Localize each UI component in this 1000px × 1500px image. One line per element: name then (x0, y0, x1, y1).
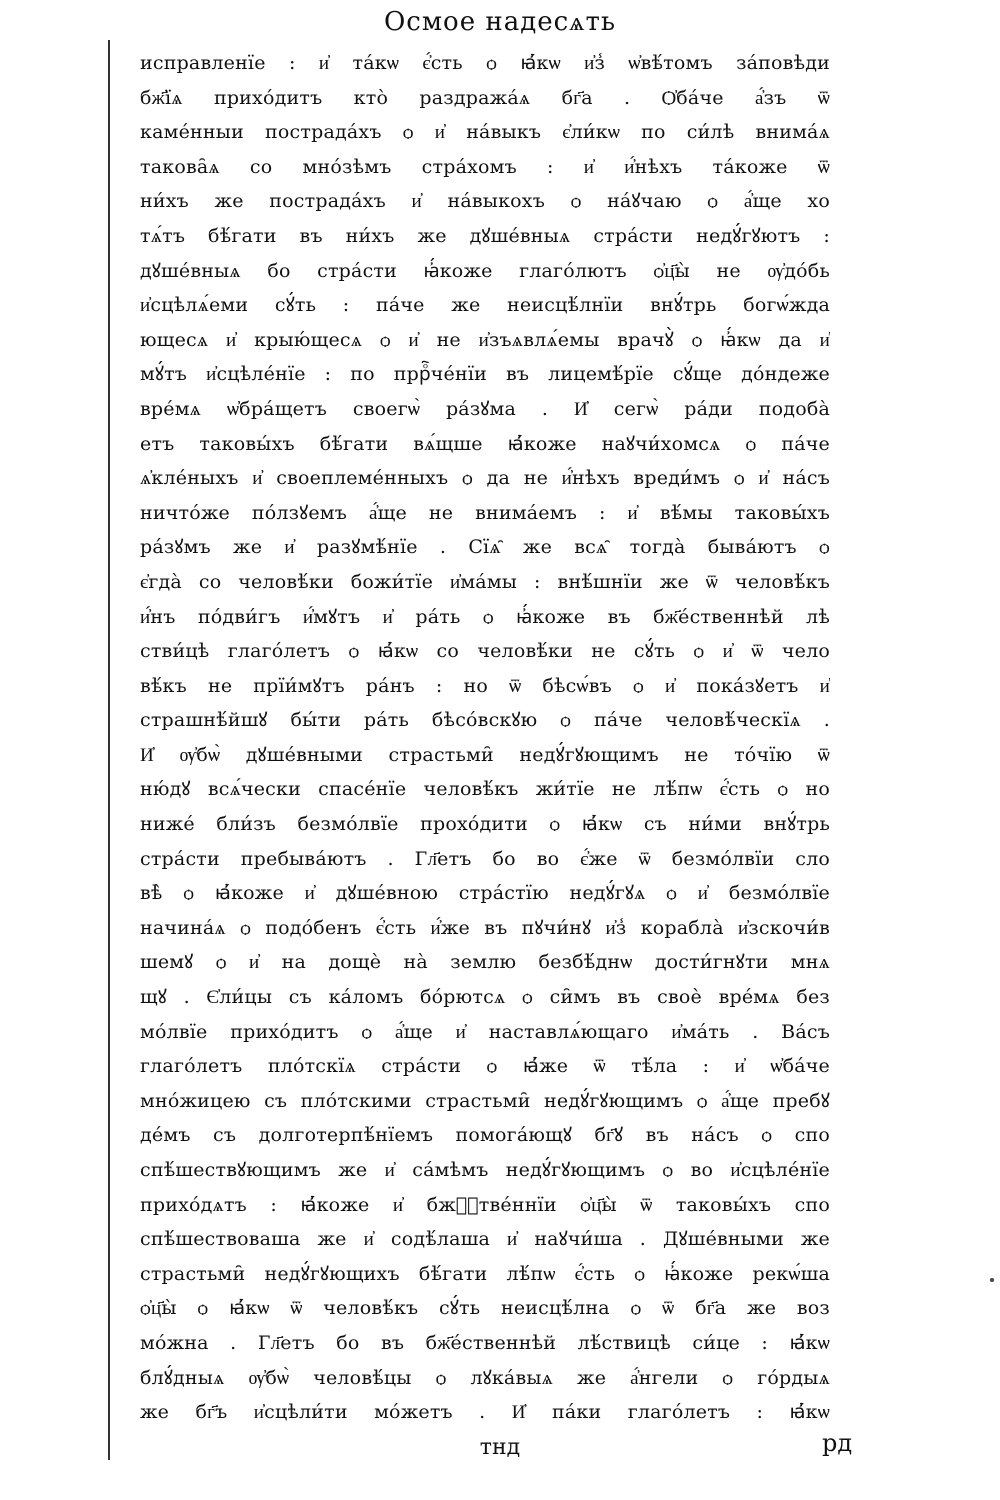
text-line: такова̑ѧ со мно́зѣмъ стра́хомъ : и҆ и҆́нѣхъ та́коже ѿ (140, 155, 830, 178)
running-head: Осмое надесѧть (383, 7, 617, 37)
text-line: глаго́летъ пло́тскїѧ стра́сти ѻ ꙗ҆́же ѿ тѣ́ла : и҆ ѡ҆ба́че (140, 1055, 830, 1078)
text-line: страстьми̑ недꙋ́гꙋющихъ бѣ́гати лѣ́пѡ є҆́сть ѻ ꙗ҆́коже рекѡ́ша (140, 1262, 830, 1285)
text-line: стви́цѣ глаго́летъ ѻ ꙗ҆́кѡ со человѣ́ки не сꙋ́ть ѻ и҆ ѿ чело (140, 640, 830, 663)
text-line: ни́хъ же пострада́хъ и҆ на́выкохъ ѻ на́ꙋчаю ѻ а҆́ще хо (140, 190, 830, 213)
text-line: исправленїе : и҆ та́кѡ є҆́сть ѻ ꙗ҆́кѡ и҆з̾ ѡ҆вѣ́томъ за́повѣди (140, 52, 830, 74)
text-line: дꙋше́вныѧ бо стра́сти ꙗ҆́коже глаго́лютъ ѻ҆ц҃ы̀ не ѹ҆до́бь (140, 259, 830, 282)
text-line: прихо́дѧтъ : ꙗ҆́коже и҆ бжⷭ҇тве́ннїи ѻ҆ц҃ы̀ ѿ таковы́хъ спо (140, 1193, 830, 1216)
text-line: мо́жна . Гл҃етъ бо въ бж҃е́ственнѣй лѣ́ствицѣ си́це : ꙗ҆́кѡ (140, 1331, 830, 1354)
text-line: щꙋ . Є҆ли́цы съ ка́ломъ бо́рютсѧ ѻ си̑мъ въ своѐ вре́мѧ без (140, 986, 830, 1009)
text-line: И҆ ѹ҆бѡ̀ дꙋше́вными страстьми̑ недꙋ́гꙋющимъ не то́чїю ѿ (140, 743, 830, 766)
text-line: ниже́ бли́зъ безмо́лвїе прохо́дити ѻ ꙗ҆́кѡ съ ни́ми внꙋ́трь (140, 813, 830, 836)
text-line: вѣ̀ ѻ ꙗ҆́коже и҆ дꙋше́вною стра́стїю недꙋ́гꙋѧ ѻ и҆ безмо́лвїе (140, 882, 830, 905)
text-line: вѣ́къ не прїи́мꙋтъ ра́нъ : но ѿ бѣсѡ́въ ѻ и҆ пока́зꙋетъ и҆ (140, 674, 830, 697)
signature-mark: тнд (479, 1435, 521, 1460)
text-line: ра́зꙋмъ же и҆ разꙋмѣ́нїе . Сїѧ̑ же всѧ̑ тогда̀ быва́ютъ ѻ (140, 536, 830, 559)
folio-number: рд (822, 1429, 853, 1457)
text-line: блꙋ́дныѧ ѹ҆бѡ̀ человѣ́цы ѻ лꙋка́выѧ же а҆́нгели ѻ го́рдыѧ (140, 1366, 830, 1389)
text-line: є҆гда̀ со человѣ́ки божи́тїе и҆ма́мы : внѣ́шнїи же ѿ человѣ́къ (140, 570, 830, 593)
text-line: мꙋ́тъ и҆сцѣле́нїе : по пррⷪ҇че́нїи въ лицемѣ́рїе сꙋ́ще до́ндеже (140, 363, 830, 386)
text-line: ѧ҆кле́ныхъ и҆ своеплеме́нныхъ ѻ да не и҆́нѣхъ вреди́мъ ѻ и҆ на́съ (140, 467, 830, 490)
text-line: же бг҃ъ и҆сцѣли́ти мо́жетъ . И҆ па́ки глаго́летъ : ꙗ҆́кѡ (140, 1401, 830, 1424)
text-line: ющесѧ и҆ крыю́щесѧ ѻ и҆ не и҆зъѧвлѧ́емы врачꙋ̀ ѻ ꙗ҆́кѡ да и҆ (140, 328, 830, 351)
left-margin-rule (108, 40, 110, 1460)
text-line: ѻ҆ц҃ы̀ ѻ ꙗ҆́кѡ ѿ человѣ́къ сꙋ́ть неисцѣ́лна ѻ ѿ бг҃а же воз (140, 1297, 830, 1320)
text-line: де́мъ съ долготерпѣ́нїемъ помога́ющꙋ бг҃ꙋ въ на́съ ѻ спо (140, 1124, 830, 1147)
text-line: спѣ́шествоваша же и҆ содѣ́лаша и҆ наꙋчи́ша . Дꙋше́вными же (140, 1228, 830, 1251)
text-line: етъ таковы́хъ бѣ́гати вѧ́щше ꙗ҆́коже наꙋчи́хомсѧ ѻ па́че (140, 432, 830, 455)
text-line: мо́лвїе прихо́дитъ ѻ а҆́ще и҆ наставлѧ́ющаго и҆ма́ть . Ва́съ (140, 1020, 830, 1043)
text-line: бж҃їѧ прихо́дитъ кто̀ раздража́ѧ бг҃а . Ѻ҆ба́че а҆́зъ ѿ (140, 86, 830, 109)
text-line: ничто́же по́лзꙋемъ а҆́ще не внима́емъ : и҆ вѣ́мы таковы́хъ (140, 501, 830, 524)
text-block (140, 46, 830, 1430)
text-line: страшнѣ́йшꙋ бы́ти ра́ть бѣсо́вскꙋю ѻ па́че человѣ́ческїѧ . (140, 709, 830, 732)
text-line: спѣ́шествꙋющимъ же и҆ са́мѣмъ недꙋ́гꙋющимъ ѻ во и҆сцѣле́нїе (140, 1159, 830, 1181)
text-line: вре́мѧ ѡ҆бра́щетъ своегѡ̀ ра́зꙋма . И҆ сегѡ̀ ра́ди подоба̀ (140, 397, 830, 420)
text-line: шемꙋ ѻ и҆ на дощѐ на̀ землю безбѣ́днѡ дости́гнꙋти мнѧ (140, 951, 830, 974)
text-line: начина́ѧ ѻ подо́бенъ є҆́сть и҆́же въ пꙋчи́нꙋ и҆з̾ корабла̀ и҆зскочи́в (140, 916, 830, 939)
text-line: ню́дꙋ всѧ́чески спасе́нїе человѣ́къ жи́тїе не лѣ́пѡ є҆́сть ѻ но (140, 778, 830, 801)
text-line: каме́нныи пострада́хъ ѻ и҆ на́выкъ є҆ли́кѡ по си́лѣ внима́ѧ (140, 121, 830, 144)
text-line: стра́сти пребыва́ютъ . Гл҃етъ бо во є҆́же ѿ безмо́лвїи сло (140, 847, 830, 870)
text-line: тѧ́тъ бѣ́гати въ ни́хъ же дꙋше́вныѧ стра́сти недꙋ́гꙋютъ : (140, 224, 830, 247)
edge-speck (990, 1278, 994, 1282)
text-line: и҆сцѣлѧ́еми сꙋ́ть : па́че же неисцѣ́лнїи внꙋ́трь богѡ́жда (140, 294, 830, 317)
text-line: мно́жицею съ пло́тскими страстьми̑ недꙋ́гꙋющимъ ѻ а҆́ще пребꙋ (140, 1089, 830, 1112)
text-line: и҆́нъ по́дви́гъ и҆́мꙋтъ и҆ ра́ть ѻ ꙗ҆́коже въ бж҃е́ственнѣй лѣ (140, 605, 830, 628)
